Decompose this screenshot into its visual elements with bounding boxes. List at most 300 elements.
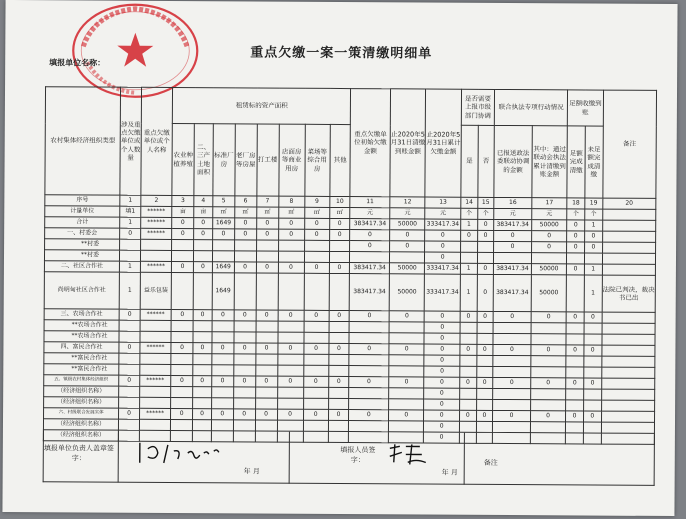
table-cell [349,355,389,366]
table-cell: 0 [234,310,256,321]
detail-cell [304,273,329,310]
table-cell: 亩 [172,206,194,217]
table-cell [278,251,304,262]
header-need-report: 是否需要上报市级部门协调 [461,89,495,125]
table-cell [460,241,477,252]
table-cell: 0 [328,409,349,420]
table-cell: 0 [256,229,278,240]
table-cell: 0 [256,262,278,273]
table-cell: 0 [494,241,532,252]
table-cell: 0 [304,218,329,229]
signature-footer [43,430,655,486]
table-cell: 1 [585,220,603,231]
table-cell [584,356,602,367]
header-yes: 是 [461,125,478,197]
table-cell [278,321,304,332]
table-cell: 0 [531,345,567,356]
table-cell [493,388,531,399]
table-cell: ㎡ [329,207,350,218]
table-cell: 383417.34 [494,219,532,230]
table-cell: ****** [141,217,172,228]
header-other: 其他 [329,124,350,196]
table-cell: 333417.34 [425,263,461,274]
table-cell: 0 [424,366,460,377]
table-cell: 0 [530,378,566,389]
table-cell: ****** [140,309,171,320]
table-cell [234,321,256,332]
table-cell [477,241,494,252]
table-cell [119,320,140,331]
header-owed: 止2020年5月31日累计欠缴金额 [425,89,461,197]
table-cell: 0 [424,344,460,355]
row-label: （经济组织名称） [44,386,119,397]
table-cell: ㎡ [234,207,256,218]
table-cell: 0 [234,218,256,229]
preparer-label: 填报人员签字： [340,446,376,464]
table-cell: 0 [461,230,478,241]
table-cell [531,253,567,264]
table-cell [277,398,303,409]
table-cell [255,387,277,398]
table-cell: 0 [256,310,278,321]
table-cell [601,411,654,422]
header-not-full: 未足额完成清缴 [585,126,603,198]
table-cell: 元 [425,208,461,219]
table-cell [193,321,212,332]
detail-cleared: 50000 [389,274,425,311]
table-cell [460,252,477,263]
header-agri: 农业种植养殖 [172,123,194,195]
table-cell: 11 [350,197,390,208]
table-cell [349,333,389,344]
table-cell: 9 [304,196,329,207]
table-cell: 0 [493,311,531,322]
table-cell [139,397,170,408]
table-cell [255,365,277,376]
table-cell [277,420,303,431]
table-cell: 5 [213,196,235,207]
table-cell [566,422,584,433]
header-shop: 店面房等商业用房 [278,124,305,196]
table-cell: 0 [328,376,349,387]
table-cell: 元 [390,208,426,219]
table-cell: 0 [567,231,585,242]
table-cell: 0 [212,229,234,240]
table-cell: ****** [139,408,170,419]
detail-not-full: 1 [584,275,602,312]
table-cell [303,398,328,409]
table-cell [477,333,494,344]
table-cell [328,387,349,398]
table-cell: 0 [278,262,304,273]
table-cell [389,333,425,344]
table-cell: 6 [235,196,257,207]
table-cell: 0 [585,231,603,242]
table-cell: 个 [461,208,478,219]
header-workshop: 打工楼 [256,124,278,196]
header-fully-recovered-group: 足额收缴到账 [568,90,604,126]
table-cell [390,252,426,263]
table-cell [119,331,140,342]
row-label: **富民合作社 [44,364,119,375]
table-cell [566,400,584,411]
table-cell: 0 [389,344,425,355]
table-cell [140,331,171,342]
table-cell [212,251,234,262]
table-cell [566,356,584,367]
table-cell: 0 [234,262,256,273]
table-cell [602,253,655,264]
table-cell [493,399,531,410]
table-cell [477,322,494,333]
table-cell [602,264,655,275]
preparer-signature-icon [386,440,436,470]
table-cell: 0 [425,322,461,333]
table-cell: 0 [424,421,460,432]
table-cell: 0 [583,411,601,422]
detail-cell [566,275,584,312]
table-cell [212,321,234,332]
table-cell [212,354,234,365]
leader-signature-icon [134,439,234,470]
table-cell [193,420,212,431]
table-cell: 0 [277,343,303,354]
table-cell: 0 [211,409,233,420]
table-cell: 0 [389,377,425,388]
table-cell: 0 [425,230,461,241]
table-cell: 0 [212,343,234,354]
table-cell [120,239,141,250]
row-label: 二、社区合作社 [44,261,119,272]
table-cell [193,354,212,365]
table-cell: 0 [389,311,425,322]
table-cell: 1 [120,217,141,228]
table-cell [277,387,303,398]
table-cell [584,389,602,400]
table-cell [193,387,212,398]
table-cell: ****** [140,375,171,386]
table-cell: ****** [141,206,172,217]
table-cell: 0 [171,408,193,419]
table-cell: 1 [120,195,141,206]
table-cell [601,367,654,378]
table-cell: 13 [425,197,461,208]
table-cell [140,320,171,331]
table-cell [493,355,531,366]
table-cell [277,332,303,343]
table-cell [234,354,256,365]
preparer-date: 年 月 [441,468,458,477]
table-cell: 333417.34 [425,219,461,230]
table-cell [601,389,654,400]
table-cell [531,323,567,334]
table-cell [256,332,278,343]
detail-initial: 383417.34 [350,274,390,311]
table-cell [601,378,654,389]
table-cell [567,253,585,264]
table-cell [139,419,170,430]
table-cell: 1 [584,264,602,275]
detail-cell [193,273,212,310]
table-cell [476,355,493,366]
table-cell [255,420,277,431]
table-cell: 0 [584,312,602,323]
table-cell: 0 [278,310,304,321]
table-cell [389,322,425,333]
header-key-names: 重点欠缴单位或个人名称 [141,87,173,195]
header-full: 足额完成清缴 [567,126,585,198]
table-cell: 0 [233,409,255,420]
table-cell: 亩 [194,207,213,218]
table-cell: 0 [459,410,476,421]
detail-yes: 1 [460,274,477,311]
table-cell [212,240,234,251]
table-cell: 19 [585,198,603,209]
table-cell: 50000 [531,264,567,275]
table-cell: 0 [530,411,566,422]
table-cell [140,364,171,375]
detail-name: 益乐包装 [140,272,171,309]
table-cell: 0 [234,343,256,354]
table-cell: 1649 [212,262,234,273]
table-cell [459,421,476,432]
table-cell: 个 [585,209,603,220]
table-cell [171,320,193,331]
table-cell: 0 [424,388,460,399]
table-cell [211,420,233,431]
table-cell [476,388,493,399]
table-cell [584,253,602,264]
table-cell: ㎡ [278,207,304,218]
row-label: **富民合作社 [44,353,119,364]
table-cell: 0 [476,344,493,355]
table-cell [530,400,566,411]
table-cell [233,365,255,376]
table-cell [329,321,350,332]
header-joint-enforcement: 联合执法专项行动情况 [495,89,568,125]
document-page [2,0,677,516]
table-cell: 0 [477,311,494,322]
table-cell [171,364,193,375]
table-cell [256,251,278,262]
table-cell: 0 [119,375,140,386]
table-cell [583,422,601,433]
table-cell [140,239,171,250]
table-cell: 0 [304,262,329,273]
table-cell [566,389,584,400]
row-label: 三、农场合作社 [44,309,119,320]
table-cell: 0 [567,264,585,275]
table-cell: 0 [566,378,584,389]
table-cell [329,251,350,262]
footer-divider [289,432,290,484]
header-standard-plant: 标准厂房 [213,124,235,196]
table-cell [193,365,212,376]
header-involved-units: 涉及重点欠缴单位或个人数量 [120,87,142,195]
table-cell [602,323,655,334]
table-cell [531,367,567,378]
table-cell: 0 [171,309,193,320]
table-cell [477,252,494,263]
table-cell [493,322,531,333]
table-cell: 个 [567,209,585,220]
header-old-plant: 老厂房等房屋 [235,124,257,196]
row-label: （经济组织名称） [43,430,118,441]
table-cell [255,398,277,409]
table-cell: 0 [425,311,461,322]
table-cell: 0 [349,377,389,388]
table-cell: 0 [193,376,212,387]
table-cell: 14 [461,197,478,208]
table-cell [233,398,255,409]
table-cell [350,252,390,263]
footer-remarks-label: 备注 [483,458,498,467]
table-cell [459,399,476,410]
header-joint-recovered: 其中：通过联动会执法累计清缴到账金额 [532,126,568,198]
table-cell [530,422,566,433]
table-cell: 0 [350,241,390,252]
table-cell [460,388,477,399]
detail-cell [234,273,256,310]
header-initial-amount: 重点欠缴单位初始欠缴金额 [350,89,390,197]
table-cell: 16 [494,197,532,208]
table-cell: 0 [390,230,426,241]
table-cell [233,420,255,431]
table-cell: 0 [194,218,213,229]
table-cell [602,312,655,323]
table-cell [602,345,655,356]
table-cell: 0 [493,344,531,355]
detail-entered: 383417.34 [493,274,531,311]
table-cell: 0 [329,229,350,240]
table-cell: 383417.34 [350,219,390,230]
detail-cell [256,273,278,310]
document-title: 重点欠缴一案一策清缴明细单 [250,45,433,62]
table-cell: 0 [477,219,494,230]
table-cell: 0 [424,355,460,366]
table-cell [277,354,303,365]
header-remarks: 备注 [603,90,657,198]
table-cell [388,421,424,432]
table-cell [119,364,140,375]
table-cell: ****** [140,342,171,353]
table-cell [602,242,655,253]
table-cell: 0 [329,310,350,321]
table-cell [389,399,425,410]
table-cell [584,334,602,345]
footer-divider [118,431,119,483]
table-cell [119,397,140,408]
table-cell: 10 [329,196,350,207]
table-cell: 0 [172,217,194,228]
row-label: **村委 [45,239,120,250]
table-cell: 0 [531,231,567,242]
table-cell: 0 [329,262,350,273]
table-cell: 1 [119,261,140,272]
table-cell: 0 [584,242,602,253]
table-cell [256,240,278,251]
table-cell [119,386,140,397]
table-cell: 0 [277,409,303,420]
table-cell: 0 [531,242,567,253]
table-cell [171,419,193,430]
table-cell: 1 [460,263,477,274]
table-cell [476,421,493,432]
table-cell: 0 [584,378,602,389]
table-cell [303,354,328,365]
table-cell [493,421,531,432]
table-cell: 0 [493,410,531,421]
header-no: 否 [477,125,494,197]
table-cell: 0 [172,261,194,272]
table-cell [171,386,193,397]
table-cell: 0 [584,345,602,356]
table-cell: ****** [140,261,171,272]
table-cell [172,250,194,261]
table-cell: 0 [494,230,532,241]
table-cell: 0 [172,228,194,239]
table-cell [304,251,329,262]
table-cell [303,420,328,431]
table-cell: 0 [566,411,584,422]
row-label: **农场合作社 [44,331,119,342]
table-cell: 0 [304,310,329,321]
table-cell: 0 [233,376,255,387]
table-cell [349,322,389,333]
table-cell: 383417.34 [494,263,532,274]
header-land: 二、三产土地面积 [194,124,213,196]
table-cell [329,240,350,251]
table-cell [493,366,531,377]
row-label: 序号 [45,195,120,206]
table-cell: 0 [349,410,389,421]
table-cell: 个 [477,208,494,219]
table-cell: ㎡ [213,207,235,218]
table-cell: 15 [477,197,494,208]
table-cell [460,322,477,333]
table-cell: 0 [193,310,212,321]
table-cell: 8 [278,196,304,207]
table-cell: 0 [278,218,304,229]
row-label: （经济组织名称） [43,419,118,430]
header-market: 菜场等综合用房 [304,124,329,196]
table-cell [460,366,477,377]
table-cell: 0 [256,218,278,229]
table-cell [601,400,654,411]
table-cell [140,386,171,397]
table-cell: 2 [141,195,172,206]
table-cell: 0 [255,376,277,387]
table-cell: 0 [390,241,426,252]
table-cell [119,419,140,430]
table-cell: 0 [460,344,477,355]
row-label: 合计 [45,217,120,228]
table-cell [303,387,328,398]
table-cell: 元 [350,208,390,219]
table-cell: 0 [120,228,141,239]
table-cell: 0 [493,377,531,388]
table-cell: 383417.34 [350,263,390,274]
table-cell [304,321,329,332]
table-cell [531,334,567,345]
table-cell: 0 [567,242,585,253]
table-cell [120,250,141,261]
detail-org: 尚明甸社区合作社 [44,272,119,309]
row-label: 四、富民合作社 [44,342,119,353]
table-cell [211,387,233,398]
table-cell: 7 [256,196,278,207]
table-cell: 0 [304,229,329,240]
